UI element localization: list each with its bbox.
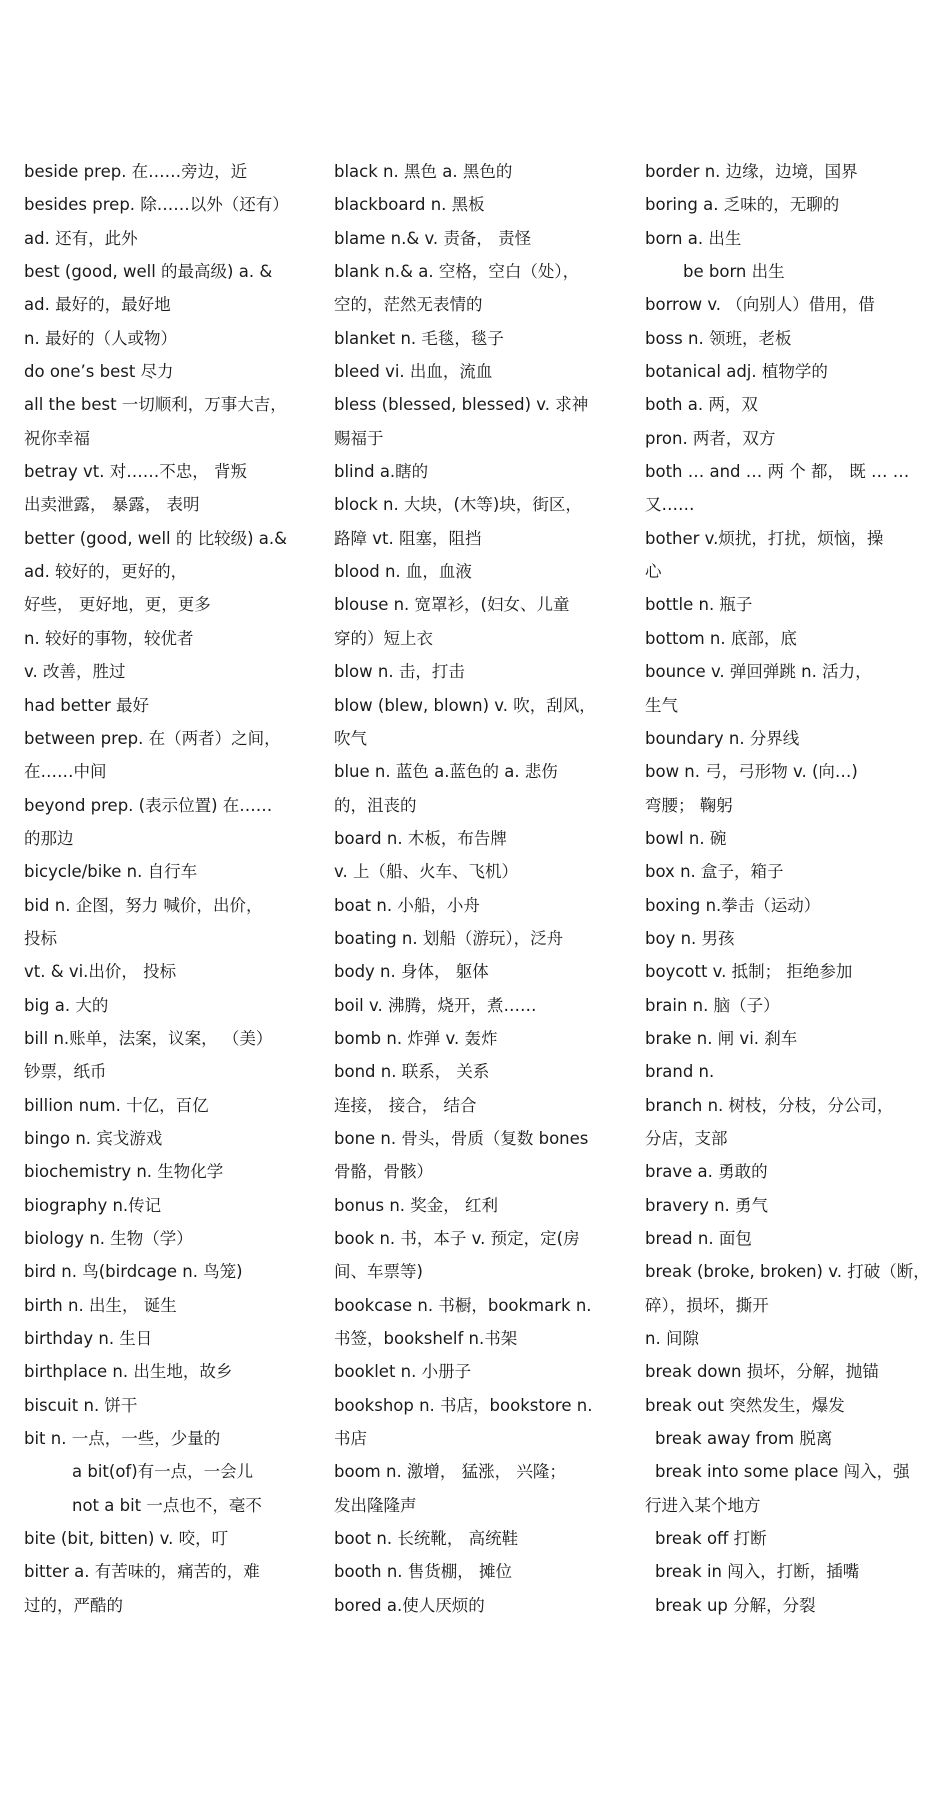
entry-line: n. 较好的事物，较优者 <box>24 628 194 648</box>
entry-line: 好些， 更好地，更，更多 <box>24 595 211 615</box>
entry-line: blanket n. 毛毯，毯子 <box>334 328 504 348</box>
entry-line: blow n. 击，打击 <box>334 662 465 682</box>
entry-line: booklet n. 小册子 <box>334 1362 472 1382</box>
entry-line: 投标 <box>24 928 57 948</box>
entry-line: 过的，严酷的 <box>24 1595 123 1615</box>
entry-line: born a. 出生 <box>645 228 742 248</box>
entry-line: brand n. <box>645 1062 715 1082</box>
entry-line: biology n. 生物（学） <box>24 1229 193 1248</box>
entry-line: billion num. 十亿，百亿 <box>24 1095 209 1115</box>
entry-line: 的那边 <box>24 828 74 848</box>
entry-line-phrase: be born 出生 <box>683 262 785 282</box>
entry-line: bless (blessed, blessed) v. 求神 <box>334 395 589 415</box>
entry-line: 骨骼，骨骸） <box>334 1162 433 1182</box>
entry-line: 祝你幸福 <box>24 428 90 448</box>
entry-line: 的，沮丧的 <box>334 795 417 815</box>
entry-line: biscuit n. 饼干 <box>24 1395 138 1415</box>
entry-line: bill n.账单，法案，议案， （美） <box>24 1028 273 1048</box>
entry-line-phrase: break into some place 闯入，强 <box>655 1462 910 1482</box>
entry-line: 碎），损坏，撕开 <box>645 1295 769 1315</box>
entry-line: do one’s best 尽力 <box>24 362 174 382</box>
entry-line: blind a.瞎的 <box>334 462 429 482</box>
entry-line: both a. 两，双 <box>645 395 758 415</box>
entry-line: boy n. 男孩 <box>645 928 735 948</box>
column-left <box>24 155 324 1622</box>
entry-line: 吹气 <box>334 728 367 748</box>
entry-line: ad. 较好的，更好的， <box>24 562 188 582</box>
entry-line: 又…… <box>645 495 695 515</box>
entry-line: bonus n. 奖金， 红利 <box>334 1195 499 1215</box>
entry-line: 心 <box>645 562 662 582</box>
entry-line: branch n. 树枝，分枝，分公司， <box>645 1095 894 1115</box>
entry-line: better (good, well 的 比较级) a.& <box>24 528 288 548</box>
entry-line: blank n.& a. 空格，空白（处）， <box>334 262 580 282</box>
entry-line: besides prep. 除……以外（还有） <box>24 195 289 215</box>
entry-line: bored a.使人厌烦的 <box>334 1595 485 1615</box>
entry-line: 行进入某个地方 <box>645 1495 761 1515</box>
entry-line: box n. 盒子，箱子 <box>645 862 784 882</box>
entry-line: pron. 两者，双方 <box>645 428 776 448</box>
entry-line: blackboard n. 黑板 <box>334 195 485 215</box>
entry-line: book n. 书，本子 v. 预定，定(房 <box>334 1229 580 1248</box>
entry-line: blow (blew, blown) v. 吹，刮风， <box>334 695 596 715</box>
entry-line: big a. 大的 <box>24 995 109 1015</box>
entry-line: boot n. 长统靴， 高统鞋 <box>334 1529 519 1549</box>
entry-line: biography n.传记 <box>24 1195 162 1215</box>
entry-line: bottom n. 底部，底 <box>645 628 797 648</box>
entry-line: brake n. 闸 vi. 刹车 <box>645 1028 798 1048</box>
entry-line: blame n.& v. 责备， 责怪 <box>334 228 532 248</box>
entry-line: biochemistry n. 生物化学 <box>24 1162 224 1182</box>
entry-line: 出卖泄露， 暴露， 表明 <box>24 495 200 515</box>
column-middle <box>334 155 634 1622</box>
entry-line: 在……中间 <box>24 762 107 782</box>
entry-line: ad. 还有，此外 <box>24 228 138 248</box>
entry-line: bottle n. 瓶子 <box>645 595 753 615</box>
entry-line: bicycle/bike n. 自行车 <box>24 862 198 882</box>
entry-line: boom n. 激增， 猛涨， 兴隆； <box>334 1462 566 1482</box>
entry-line: booth n. 售货棚， 摊位 <box>334 1562 513 1582</box>
entry-line: block n. 大块，(木等)块，街区， <box>334 495 582 515</box>
entry-line: 路障 vt. 阻塞，阻挡 <box>334 528 482 548</box>
entry-line-phrase: break away from 脱离 <box>655 1429 833 1449</box>
entry-line: blood n. 血，血液 <box>334 562 472 582</box>
entry-line: 弯腰； 鞠躬 <box>645 795 733 815</box>
entry-line: break out 突然发生，爆发 <box>645 1395 845 1415</box>
entry-line: 连接， 接合， 结合 <box>334 1095 477 1115</box>
entry-line: beyond prep. (表示位置) 在…… <box>24 795 273 815</box>
entry-line: boil v. 沸腾，烧开，煮…… <box>334 995 537 1015</box>
entry-line: blouse n. 宽罩衫，(妇女、儿童 <box>334 595 570 615</box>
entry-line: 间、车票等) <box>334 1262 423 1282</box>
entry-line: between prep. 在（两者）之间， <box>24 728 281 748</box>
entry-line: borrow v. （向别人）借用，借 <box>645 295 875 315</box>
entry-line: beside prep. 在……旁边，近 <box>24 162 248 181</box>
entry-line: bleed vi. 出血，流血 <box>334 362 493 382</box>
entry-line: bounce v. 弹回弹跳 n. 活力， <box>645 662 872 682</box>
entry-line: 空的，茫然无表情的 <box>334 295 483 315</box>
entry-line: bitter a. 有苦味的，痛苦的，难 <box>24 1562 260 1582</box>
entry-line: botanical adj. 植物学的 <box>645 362 828 382</box>
entry-line: black n. 黑色 a. 黑色的 <box>334 162 513 181</box>
entry-line: brave a. 勇敢的 <box>645 1162 768 1182</box>
entry-line-phrase: break off 打断 <box>655 1529 767 1549</box>
entry-line: bookshop n. 书店，bookstore n. <box>334 1395 593 1415</box>
entry-line: bother v.烦扰，打扰，烦恼，操 <box>645 528 884 548</box>
entry-line: n. 间隙 <box>645 1329 699 1349</box>
entry-line: break (broke, broken) v. 打破（断， <box>645 1262 930 1282</box>
entry-line: boundary n. 分界线 <box>645 728 800 748</box>
entry-line-phrase: a bit(of)有一点，一会儿 <box>72 1462 254 1482</box>
entry-line: all the best 一切顺利，万事大吉， <box>24 395 287 415</box>
entry-line: v. 改善，胜过 <box>24 662 126 682</box>
entry-line: bookcase n. 书橱，bookmark n. <box>334 1295 592 1315</box>
entry-line: boss n. 领班，老板 <box>645 328 792 348</box>
entry-line: boxing n.拳击（运动） <box>645 895 821 915</box>
entry-line: boring a. 乏味的，无聊的 <box>645 195 840 215</box>
entry-line: bird n. 鸟(birdcage n. 鸟笼) <box>24 1262 243 1282</box>
entry-line: 分店，支部 <box>645 1128 728 1148</box>
entry-line: break down 损坏，分解，抛锚 <box>645 1362 879 1382</box>
entry-line: bow n. 弓，弓形物 v. (向…) <box>645 762 858 782</box>
entry-line: ad. 最好的，最好地 <box>24 295 171 315</box>
entry-line: bone n. 骨头，骨质（复数 bones <box>334 1128 589 1148</box>
entry-line: birthplace n. 出生地，故乡 <box>24 1362 233 1382</box>
entry-line: 穿的）短上衣 <box>334 628 433 648</box>
entry-line: 发出隆隆声 <box>334 1495 417 1515</box>
entry-line: birth n. 出生， 诞生 <box>24 1295 177 1315</box>
entry-line: n. 最好的（人或物） <box>24 328 177 348</box>
entry-line: blue n. 蓝色 a.蓝色的 a. 悲伤 <box>334 762 558 782</box>
entry-line: bite (bit, bitten) v. 咬，叮 <box>24 1529 229 1549</box>
entry-line: v. 上（船、火车、飞机） <box>334 862 518 882</box>
entry-line: body n. 身体， 躯体 <box>334 962 489 982</box>
entry-line: bomb n. 炸弹 v. 轰炸 <box>334 1028 498 1048</box>
entry-line: bread n. 面包 <box>645 1229 752 1248</box>
entry-line: birthday n. 生日 <box>24 1329 153 1349</box>
entry-line: bid n. 企图，努力 喊价，出价， <box>24 895 263 915</box>
entry-line: bravery n. 勇气 <box>645 1195 769 1215</box>
entry-line-phrase: break up 分解，分裂 <box>655 1595 816 1615</box>
entry-line: 书签，bookshelf n.书架 <box>334 1329 518 1349</box>
entry-line: bowl n. 碗 <box>645 828 727 848</box>
entry-line: bingo n. 宾戈游戏 <box>24 1128 163 1148</box>
entry-line: 钞票，纸币 <box>24 1062 107 1082</box>
entry-line: 生气 <box>645 695 678 715</box>
entry-line: border n. 边缘，边境，国界 <box>645 162 858 181</box>
entry-line: betray vt. 对……不忠， 背叛 <box>24 462 247 482</box>
entry-line: board n. 木板，布告牌 <box>334 828 507 848</box>
entry-line: brain n. 脑（子） <box>645 995 780 1015</box>
entry-line: vt. & vi.出价， 投标 <box>24 962 177 982</box>
column-right <box>645 155 943 1622</box>
entry-line-phrase: break in 闯入，打断，插嘴 <box>655 1562 860 1582</box>
entry-line: bit n. 一点，一些，少量的 <box>24 1429 221 1449</box>
entry-line: bond n. 联系， 关系 <box>334 1062 490 1082</box>
entry-line: boat n. 小船，小舟 <box>334 895 480 915</box>
entry-line: had better 最好 <box>24 695 150 715</box>
entry-line: boycott v. 抵制； 拒绝参加 <box>645 962 853 982</box>
entry-line: 赐福于 <box>334 428 384 448</box>
entry-line-phrase: not a bit 一点也不，毫不 <box>72 1495 262 1515</box>
entry-line: best (good, well 的最高级) a. & <box>24 262 273 282</box>
entry-line: 书店 <box>334 1429 367 1449</box>
entry-line: boating n. 划船（游玩），泛舟 <box>334 928 564 948</box>
entry-line: both … and … 两 个 都， 既 … … <box>645 462 910 482</box>
